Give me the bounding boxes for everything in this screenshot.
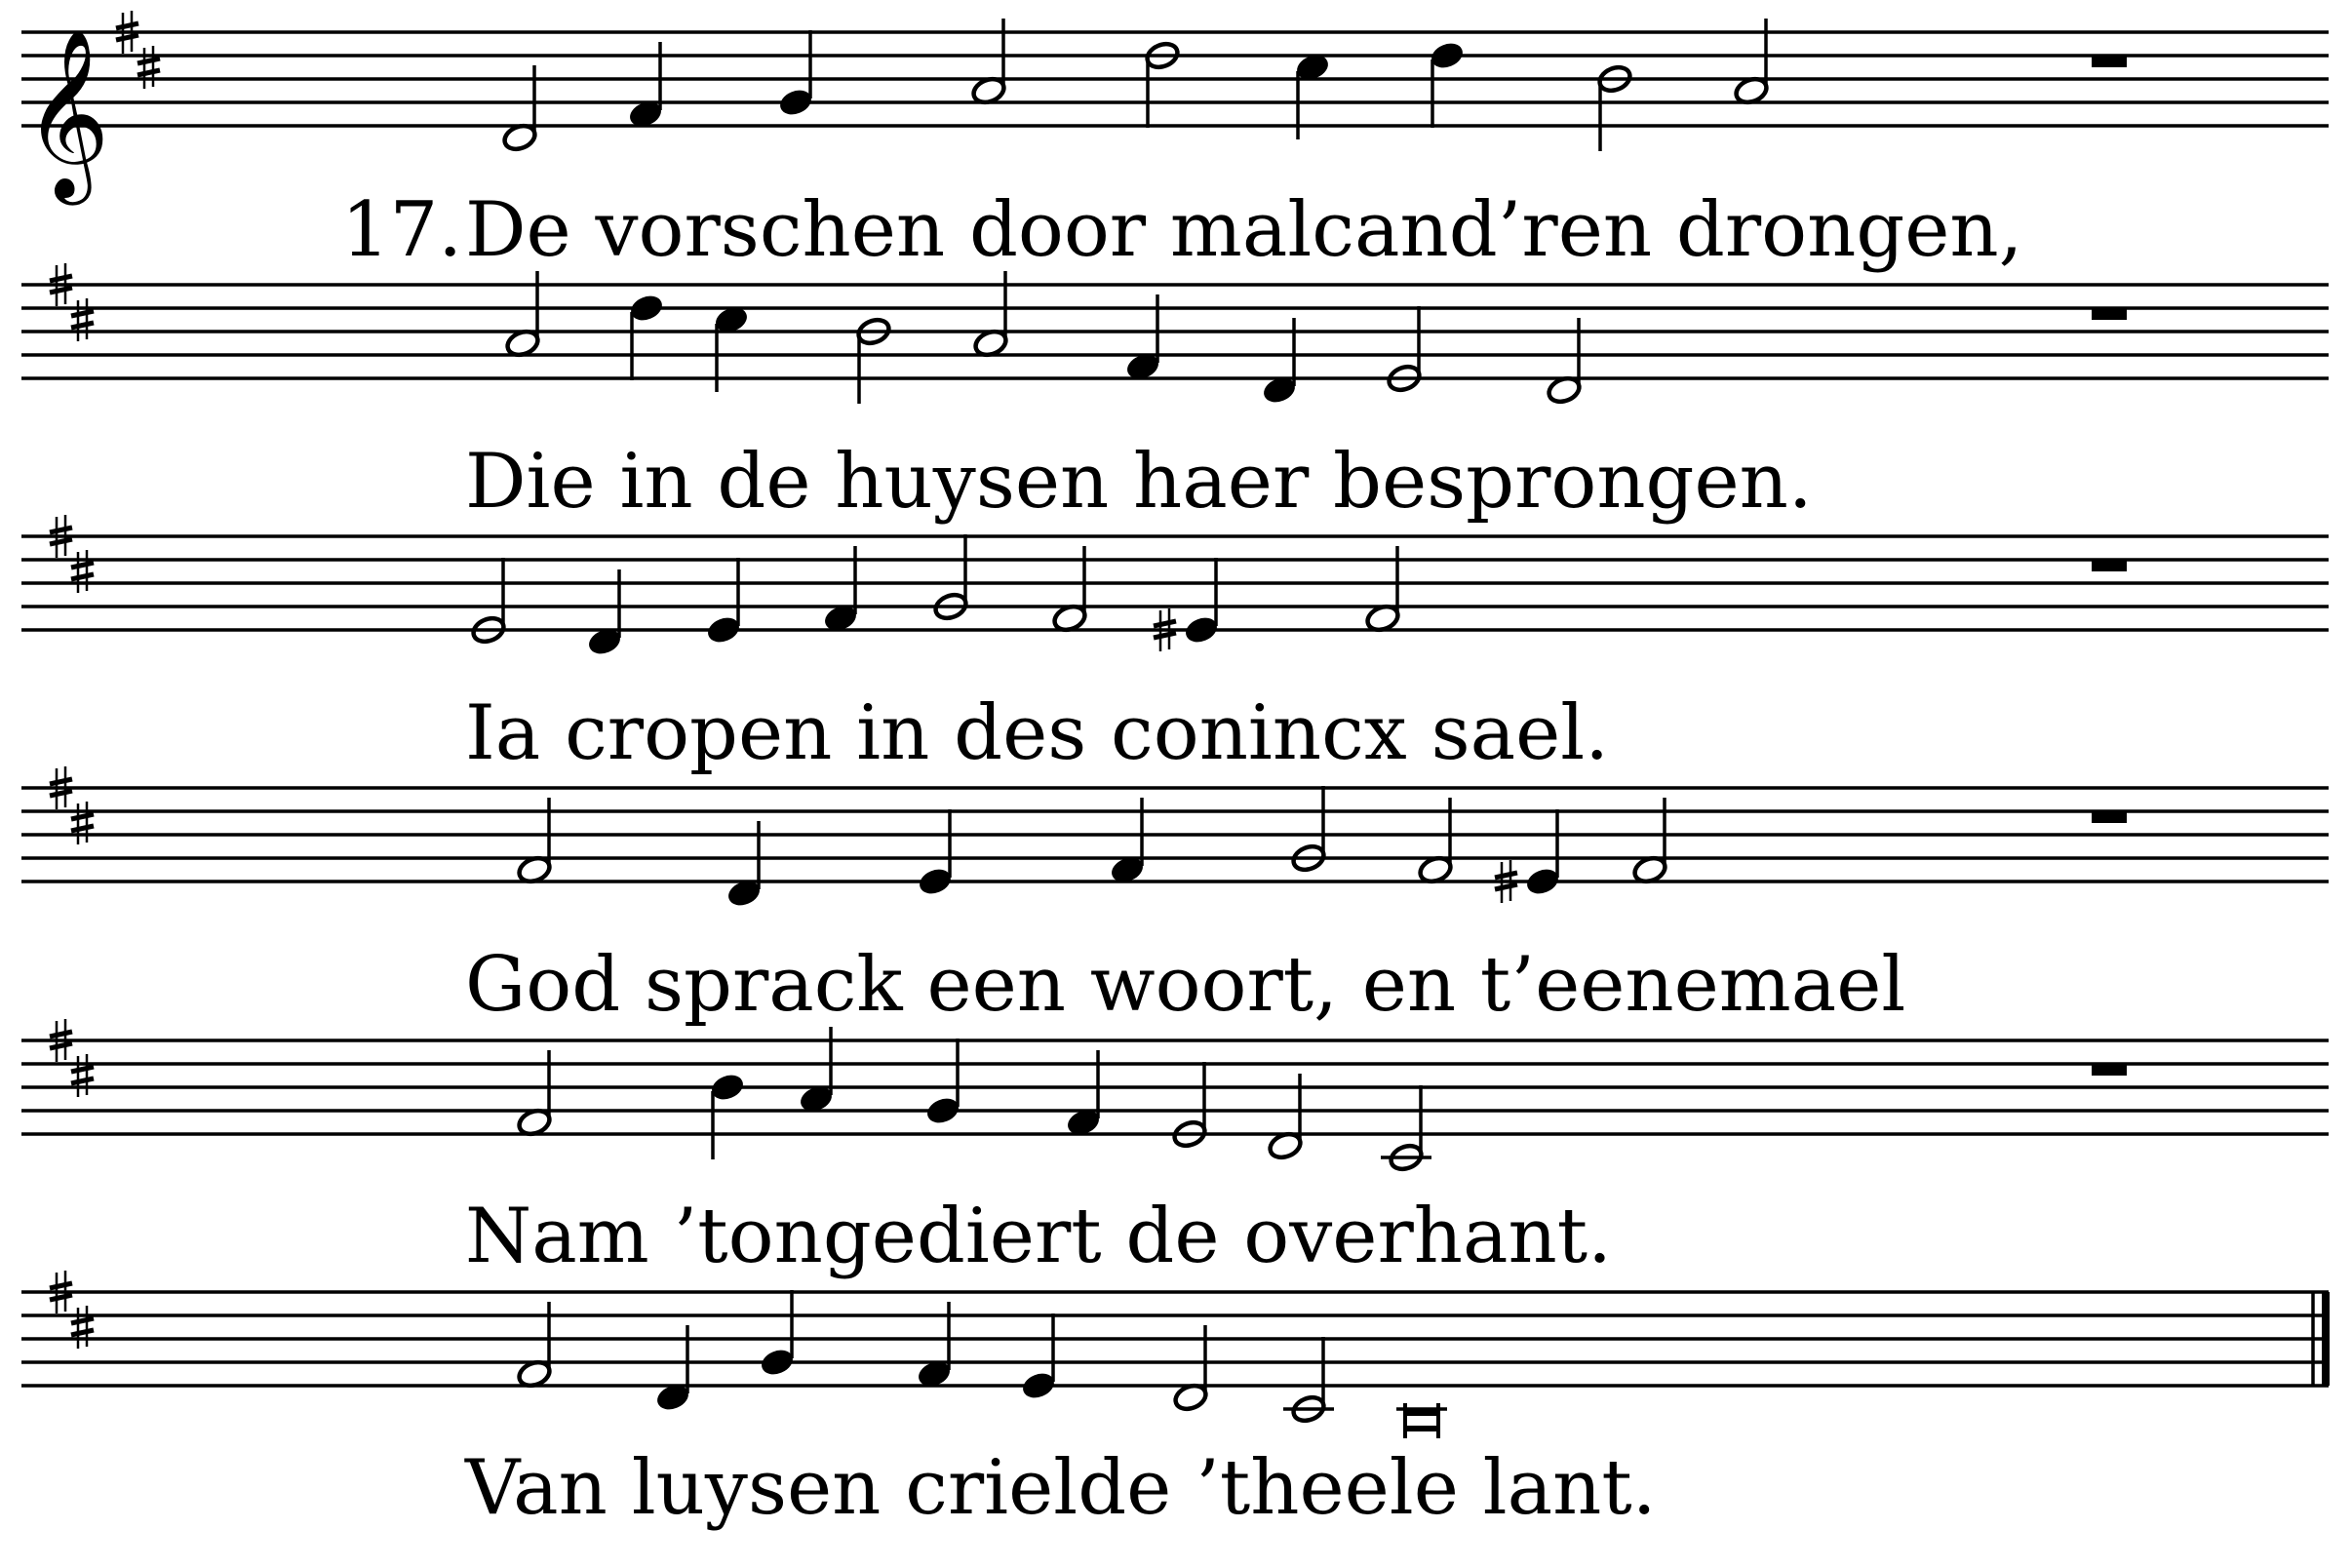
quarter-note bbox=[1154, 558, 1220, 651]
quarter-note bbox=[777, 30, 814, 118]
quarter-note bbox=[1495, 809, 1561, 903]
lyric-line-1: De vorschen door malcand’ren drongen, bbox=[465, 186, 2023, 274]
half-note bbox=[1171, 1062, 1208, 1150]
quarter-note bbox=[917, 809, 954, 897]
lyric-line-6: Van luysen crielde ’theele lant. bbox=[465, 1444, 1657, 1532]
half-rest bbox=[2092, 1064, 2127, 1076]
staff-4 bbox=[21, 766, 2329, 909]
half-note bbox=[1144, 40, 1181, 128]
half-rest bbox=[2092, 308, 2127, 320]
lyric-line-5: Nam ’tongediert de overhant. bbox=[465, 1193, 1612, 1280]
half-note bbox=[1290, 786, 1327, 874]
quarter-note bbox=[705, 558, 742, 646]
quarter-note bbox=[924, 1039, 961, 1126]
half-rest bbox=[2092, 56, 2127, 67]
key-signature-c-sharp bbox=[137, 46, 160, 89]
treble-clef-icon: 𝄞 bbox=[23, 28, 110, 198]
quarter-note bbox=[628, 293, 665, 380]
half-note bbox=[1596, 63, 1633, 151]
half-note bbox=[932, 534, 969, 622]
staff-1 bbox=[21, 11, 2329, 206]
staff-3 bbox=[21, 515, 2329, 657]
lyric-line-3: Ia cropen in des conincx sael. bbox=[465, 689, 1610, 777]
key-signature-c-sharp bbox=[71, 550, 94, 593]
quarter-note bbox=[1429, 40, 1466, 128]
breve-note bbox=[1396, 1403, 1447, 1438]
staff-6 bbox=[21, 1271, 2329, 1438]
verse-number: 17. bbox=[341, 186, 463, 274]
quarter-note bbox=[759, 1290, 796, 1378]
quarter-note bbox=[1020, 1313, 1057, 1401]
staff-2 bbox=[21, 263, 2329, 406]
key-signature-c-sharp bbox=[71, 1306, 94, 1349]
half-note bbox=[1381, 1085, 1431, 1173]
half-note bbox=[855, 316, 892, 404]
quarter-note bbox=[709, 1072, 746, 1159]
lyric-line-2: Die in de huysen haer besprongen. bbox=[465, 438, 1813, 526]
key-signature-c-sharp bbox=[71, 1054, 94, 1097]
staff-5 bbox=[21, 1019, 2329, 1173]
half-rest bbox=[2092, 560, 2127, 571]
half-rest bbox=[2092, 811, 2127, 823]
half-note bbox=[1283, 1337, 1334, 1425]
half-note bbox=[470, 558, 507, 646]
half-note bbox=[1386, 306, 1423, 394]
key-signature-c-sharp bbox=[71, 298, 94, 341]
key-signature-c-sharp bbox=[71, 802, 94, 844]
lyric-line-4: God sprack een woort, en t’eenemael bbox=[465, 941, 1906, 1029]
